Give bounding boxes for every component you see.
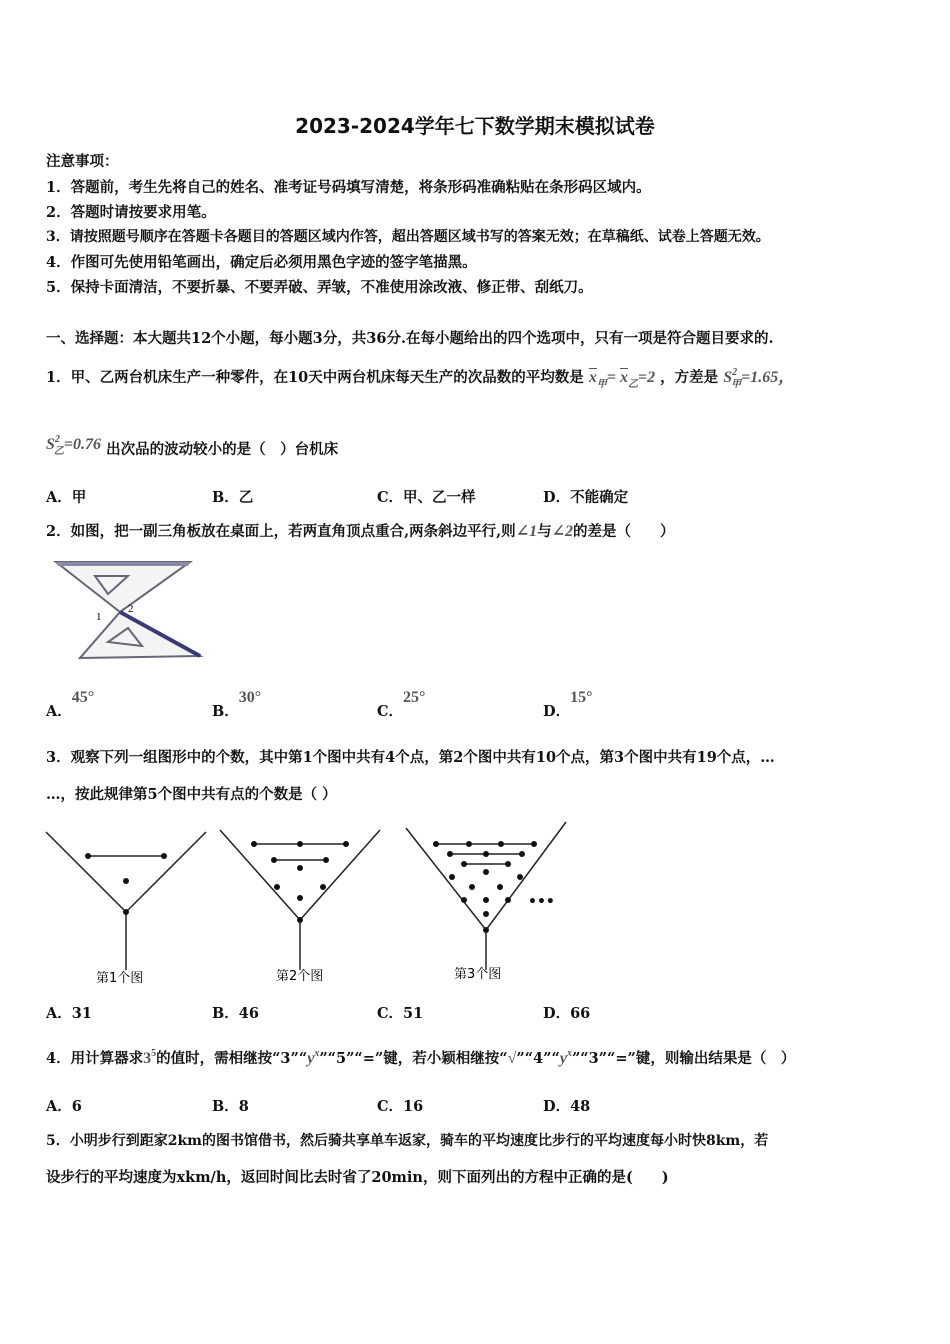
- notice-item: 5．保持卡面清洁，不要折暴、不要弄破、弄皱，不准使用涂改液、修正带、刮纸刀。: [46, 279, 593, 296]
- figure-3-dots: [433, 841, 537, 933]
- notice-heading: 注意事项：: [46, 153, 119, 170]
- figure-1: [46, 832, 206, 970]
- q4-option-c[interactable]: C．16: [377, 1098, 424, 1115]
- q1-option-b[interactable]: B．乙: [212, 489, 254, 506]
- q2-triangle-figure: [50, 556, 210, 666]
- sqrt-key-icon: √: [507, 1050, 517, 1067]
- figure-3-caption: 第3个图: [454, 967, 502, 982]
- q1-variance-jia: $S^2_甲=1.65$: [723, 367, 779, 390]
- upper-ruler-edge: [56, 562, 190, 566]
- q1-variance-yi: $S^2_乙=0.76$: [46, 434, 102, 457]
- q3-stem-line1: 3．观察下列一组图形中的个数，其中第1个图中共有4个点，第2个图中共有10个点，第3个图中共有19个点，…: [46, 749, 775, 766]
- page-title: 2023-2024学年七下数学期末模拟试卷: [295, 114, 655, 138]
- fig-label-1: 1: [96, 611, 102, 623]
- q2-option-b[interactable]: B．30°: [212, 689, 262, 720]
- q2-option-a[interactable]: A．45°: [46, 689, 95, 720]
- q3-dot-figures: [46, 822, 566, 992]
- section-heading: 一、选择题：本大题共12个小题，每小题3分，共36分.在每小题给出的四个选项中，只有一项是符合题目要求的.: [46, 330, 774, 347]
- q1-option-a[interactable]: A．甲: [46, 489, 87, 506]
- q1-text-a: 1．甲、乙两台机床生产一种零件，在10天中两台机床每天生产的次品数的平均数是: [46, 369, 584, 386]
- q2-option-c[interactable]: C．25°: [377, 689, 426, 720]
- q1-stem-cont: [46, 433, 339, 458]
- q5-stem-line1: 5．小明步行到距家2km的图书馆借书，然后骑共享单车返家，骑车的平均速度比步行的平均速度每小时快8km，若: [46, 1133, 769, 1149]
- q1-text-c: 出次品的波动较小的是（ ）台机床: [106, 441, 339, 458]
- fig-label-2: 2: [128, 603, 134, 615]
- notice-item: 3．请按照题号顺序在答题卡各题目的答题区域内作答，超出答题区域书写的答案无效；在草稿纸、试卷上答题无效。: [46, 229, 770, 245]
- q2-option-d[interactable]: D．15°: [543, 689, 593, 720]
- q1-option-d[interactable]: D．不能确定: [543, 489, 629, 506]
- notice-item: 2．答题时请按要求用笔。: [46, 204, 216, 221]
- yx-key-icon: $y^x$: [307, 1048, 320, 1067]
- notice-item: 4．作图可先使用铅笔画出，确定后必须用黑色字迹的签字笔描黑。: [46, 254, 477, 271]
- yx-key-icon: $y^x$: [559, 1048, 572, 1067]
- q1-text-b: ，方差是: [660, 369, 719, 386]
- q3-option-b[interactable]: B．46: [212, 1005, 259, 1022]
- q4-option-b[interactable]: B．8: [212, 1098, 249, 1115]
- q2-stem: 2．如图，把一副三角板放在桌面上，若两直角顶点重合,两条斜边平行,则∠1与∠2的差是（ ）: [46, 523, 675, 540]
- q4-power: $3^5$: [143, 1048, 157, 1067]
- q3-option-c[interactable]: C．51: [377, 1005, 424, 1022]
- q4-option-d[interactable]: D．48: [543, 1098, 591, 1115]
- q1-option-c[interactable]: C．甲、乙一样: [377, 489, 476, 506]
- q4-option-a[interactable]: A．6: [46, 1098, 82, 1115]
- figure-2-caption: 第2个图: [276, 969, 324, 984]
- figure-1-caption: 第1个图: [96, 971, 144, 986]
- q4-stem: 4．用计算器求$3^5$的值时，需相继按“$3”“y^x”“5”“=$”键，若小颖相继按“$√”“4”“y^x”“3”“=$”键，则输出结果是（ ）: [46, 1048, 796, 1067]
- q3-option-a[interactable]: A．31: [46, 1005, 92, 1022]
- q3-option-d[interactable]: D．66: [543, 1005, 591, 1022]
- notice-item: 1．答题前，考生先将自己的姓名、准考证号码填写清楚，将条形码准确粘贴在条形码区域内。: [46, 179, 651, 196]
- q1-stem: 1．甲、乙两台机床生产一种零件，在10天中两台机床每天生产的次品数的平均数是 $\overline{x}_甲= \overline{x}_乙=2$ ，方差是 $S^2_甲=1.65$，: [46, 367, 795, 390]
- figure-ellipsis: •••: [528, 894, 555, 910]
- q1-mean-formula: $\overline{x}_甲= \overline{x}_乙=2$: [588, 369, 656, 390]
- q5-stem-line2: 设步行的平均速度为xkm/h，返回时间比去时省了20min，则下面列出的方程中正确的是( ): [46, 1169, 669, 1186]
- upper-set-square: [56, 562, 190, 612]
- q3-stem-line2: …，按此规律第5个图中共有点的个数是（ ）: [46, 786, 337, 803]
